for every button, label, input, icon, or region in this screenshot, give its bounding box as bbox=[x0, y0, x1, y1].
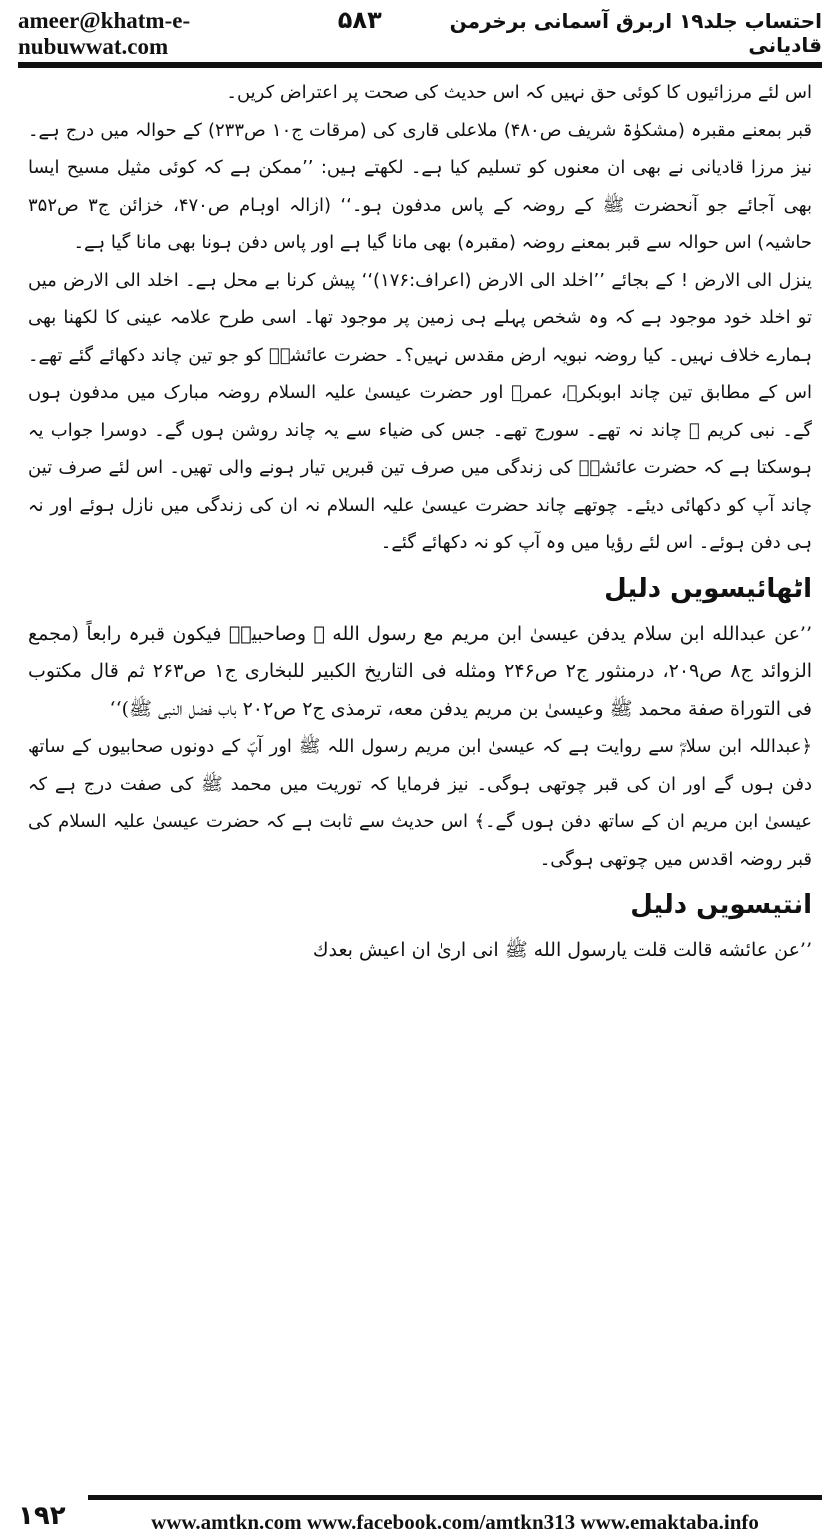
footer-rule bbox=[88, 1495, 822, 1500]
footer-page-number: ۱۹۲ bbox=[18, 1501, 66, 1531]
section-heading-28: اٹھائیسویں دلیل bbox=[604, 573, 812, 604]
footer-right bbox=[88, 1495, 822, 1536]
header-book-title: احتساب جلد۱۹ اربرق آسمانی برخرمن قادیانی bbox=[449, 9, 822, 57]
paragraph-translation-28: ﴿عبداللہ ابن سلامؓ سے روایت ہے کہ عیسیٰ ابن مریم رسول اللہ ﷺ اور آپؐ کے دونوں صحابیوں کے ساتھ دفن ہوں گے اور ان کی قبر چوتھی ہوگی۔ نیز فرمایا کہ توریت میں محمد ﷺ کی صفت درج ہے کہ عیسیٰ ابن مریم ان کے ساتھ دفن ہوں گے۔﴾ اس حدیث سے ثابت ہے کہ حضرت عیسیٰ علیہ السلام کی قبر روضہ اقدس میں چوتھی ہوگی۔ bbox=[28, 736, 812, 870]
paragraph-qabr-meaning: قبر بمعنے مقبرہ (مشکوٰۃ شریف ص۴۸۰) ملاعلی قاری کی (مرقات ج۱۰ ص۲۳۳) کے حوالہ میں درج ہے۔ نیز مرزا قادیانی نے بھی ان معنوں کو تسلیم کیا ہے۔ لکھتے ہیں: ’’ممکن ہے کہ کوئی مثیل مسیح ایسا بھی آجائے جو آنحضرت ﷺ کے روضہ کے پاس مدفون ہو۔‘‘ (ازالہ اوہام ص۴۷۰، خزائن ج۳ ص۳۵۲ حاشیہ) اس حوالہ سے قبر بمعنے روضہ (مقبرہ) بھی مانا گیا ہے اور پاس دفن ہونا بھی مانا گیا ہے۔ bbox=[28, 119, 812, 253]
arabic-hadith-28: ’’عن عبدالله ابن سلام یدفن عیسیٰ ابن مریم مع رسول الله ﷺ وصاحبیہؓ فیکون قبرہ رابعاً (مجمع الزوائد ج۸ ص۲۰۹، درمنثور ج۲ ص۲۴۶ ومثله فی التاریخ الکبیر للبخاری ج۱ ص۲۶۳ ثم قال مکتوب فی التوراة صفة محمد ﷺ وعیسیٰ بن مریم یدفن معه، ترمذی ج۲ ص۲۰۲ باب فضل النبی ﷺ)‘‘ bbox=[28, 622, 812, 720]
page-content bbox=[28, 74, 812, 1469]
paragraph-yanzil: ینزل الی الارض ! کے بجائے ’’اخلد الی الارض (اعراف:۱۷۶)‘‘ پیش کرنا بے محل ہے۔ اخلد الی الارض میں تو اخلد خود موجود ہے کہ وہ شخص پہلے ہی زمین پر موجود تھا۔ اسی طرح علامہ عینی کا لکھنا بھی ہمارے خلاف نہیں۔ کیا روضہ نبویہ ارض مقدس نہیں؟۔ حضرت عائشہؓ کو جو تین چاند دکھائے گئے تھے۔ اس کے مطابق تین چاند ابوبکرؓ، عمرؓ اور حضرت عیسیٰ علیہ السلام روضہ مبارک میں مدفون ہوں گے۔ نبی کریم ﷺ چاند نہ تھے۔ سورج تھے۔ جس کی ضیاء سے یہ چاند روشن ہوں گے۔ دوسرا جواب یہ ہوسکتا ہے کہ حضرت عائشہؓ کی زندگی میں صرف تین قبریں تیار ہونے والی تھیں۔ اس لئے صرف تین چاند آپ کو دکھائی دیئے۔ چوتھے چاند حضرت عیسیٰ علیہ السلام نہ ان کی زندگی میں نازل ہوئے اور نہ ہی دفن ہوئے۔ اس لئے رؤیا میں وہ آپ کو نہ دکھائے گئے۔ bbox=[28, 269, 812, 553]
footer-links[interactable]: www.amtkn.com www.facebook.com/amtkn313 www.emaktaba.info bbox=[151, 1510, 759, 1534]
arabic-hadith-29: ’’عن عائشه قالت قلت یارسول الله ﷺ انی اریٰ ان اعیش بعدك bbox=[312, 939, 812, 961]
paragraph-objection: اس لئے مرزائیوں کا کوئی حق نہیں کہ اس حدیث کی صحت پر اعتراض کریں۔ bbox=[226, 82, 812, 103]
section-heading-29: انتیسویں دلیل bbox=[630, 890, 812, 920]
header-email[interactable]: ameer@khatm-e-nubuwwat.com bbox=[18, 8, 191, 59]
header-left bbox=[18, 6, 382, 60]
page-footer bbox=[18, 1486, 822, 1536]
page-header bbox=[18, 8, 822, 58]
header-rule bbox=[18, 62, 822, 68]
header-page-number: ۵۸۳ bbox=[337, 6, 382, 34]
